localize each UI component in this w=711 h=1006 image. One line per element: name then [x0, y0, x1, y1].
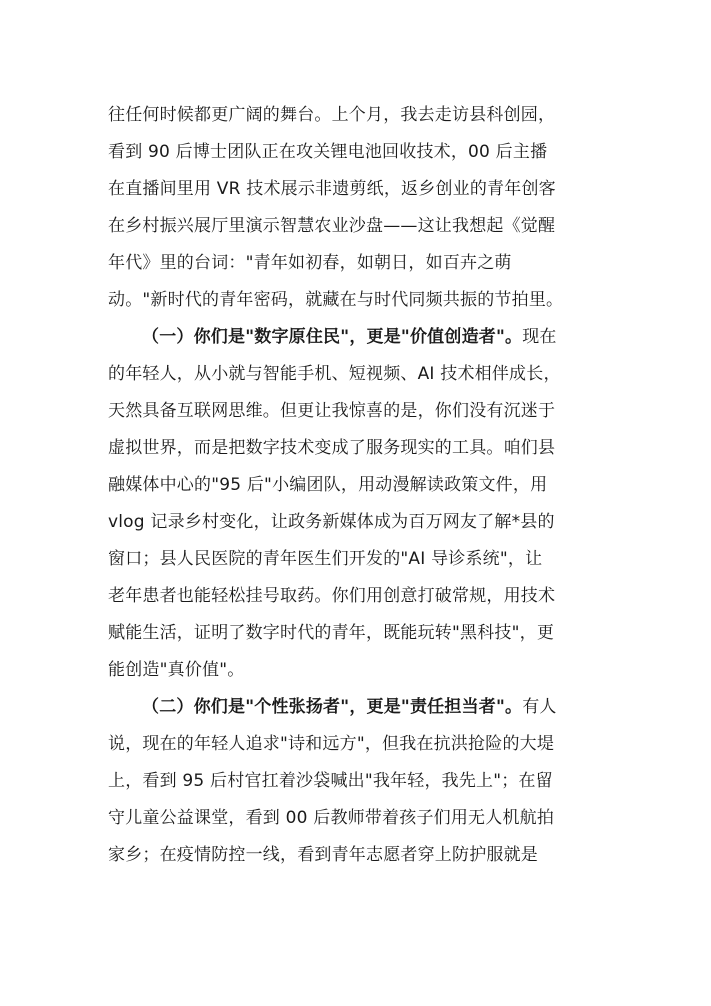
section-1-first-line-rest: 现在 [522, 327, 557, 347]
section-2-first-line [108, 689, 608, 726]
text-line: 虚拟世界，而是把数字技术变成了服务现实的工具。咱们县 [108, 438, 556, 458]
text-line: 上，看到 95 后村官扛着沙袋喊出"我年轻，我先上"；在留 [108, 771, 553, 791]
text-line: 动。"新时代的青年密码，就藏在与时代同频共振的节拍里。 [108, 290, 564, 310]
text-line: 融媒体中心的"95 后"小编团队，用动漫解读政策文件，用 [108, 475, 548, 495]
text-line: 在直播间里用 VR 技术展示非遗剪纸，返乡创业的青年创客 [108, 179, 556, 199]
text-line: 天然具备互联网思维。但更让我惊喜的是，你们没有沉迷于 [108, 401, 556, 421]
text-line: 能创造"真价值"。 [108, 660, 245, 680]
text-line: 的年轻人，从小就与智能手机、短视频、AI 技术相伴成长， [108, 364, 561, 384]
section-2-heading: （二）你们是"个性张扬者"，更是"责任担当者"。 [142, 697, 523, 717]
section-1-heading: （一）你们是"数字原住民"，更是"价值创造者"。 [142, 327, 523, 347]
document-page [108, 97, 608, 874]
text-line: vlog 记录乡村变化，让政务新媒体成为百万网友了解*县的 [108, 512, 555, 532]
text-line: 守儿童公益课堂，看到 00 后教师带着孩子们用无人机航拍 [108, 808, 555, 828]
text-line: 老年患者也能轻松挂号取药。你们用创意打破常规，用技术 [108, 586, 556, 606]
text-line: 往任何时候都更广阔的舞台。上个月，我去走访县科创园， [108, 105, 556, 125]
section-1-first-line [108, 319, 608, 356]
text-line: 在乡村振兴展厅里演示智慧农业沙盘——这让我想起《觉醒 [108, 216, 556, 236]
text-line: 说，现在的年轻人追求"诗和远方"，但我在抗洪抢险的大堤 [108, 734, 555, 754]
text-line: 家乡；在疫情防控一线，看到青年志愿者穿上防护服就是 [108, 845, 538, 865]
text-line: 看到 90 后博士团队正在攻关锂电池回收技术，00 后主播 [108, 142, 548, 162]
section-2-first-line-rest: 有人 [522, 697, 557, 717]
text-line: 窗口；县人民医院的青年医生们开发的"AI 导诊系统"，让 [108, 549, 543, 569]
text-line: 年代》里的台词："青年如初春，如朝日，如百卉之萌 [108, 253, 512, 273]
text-line: 赋能生活，证明了数字时代的青年，既能玩转"黑科技"，更 [108, 623, 555, 643]
